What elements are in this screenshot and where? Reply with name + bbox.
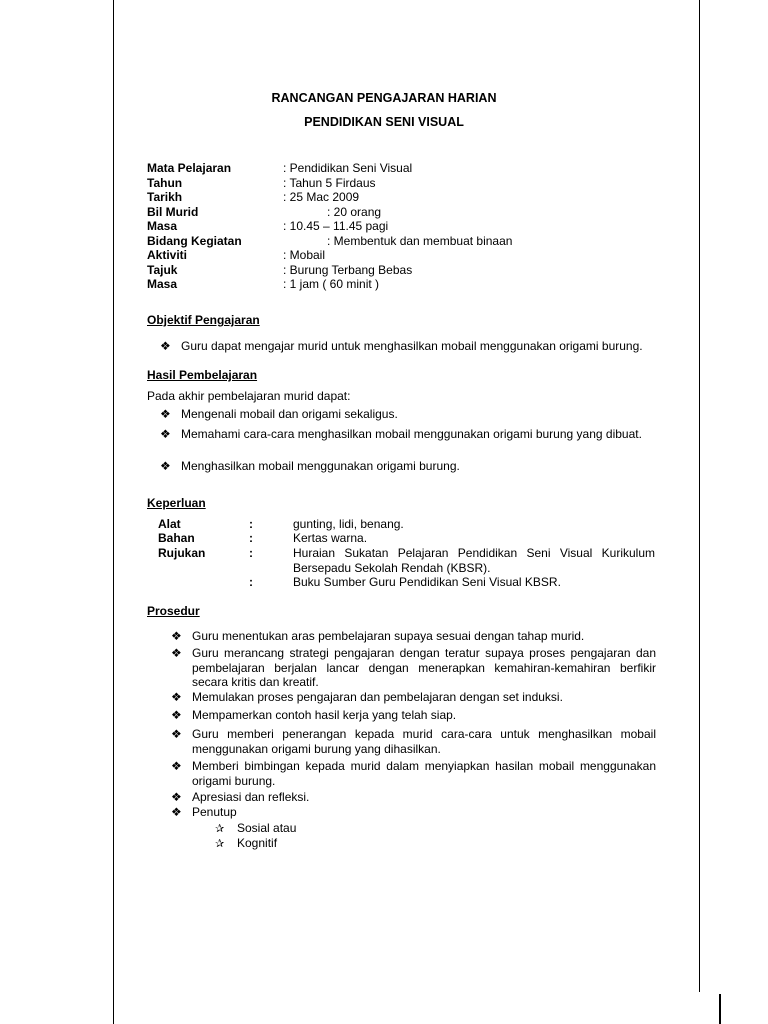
hasil-intro: Pada akhir pembelajaran murid dapat: <box>147 389 351 403</box>
info-value: : Pendidikan Seni Visual <box>283 161 413 175</box>
keperluan-label: Rujukan <box>158 546 206 560</box>
list-item <box>171 646 656 690</box>
keperluan-value: Huraian Sukatan Pelajaran Pendidikan Seni Visual Kurikulum Bersepadu Sekolah Rendah (KBSR). <box>293 546 655 575</box>
diamond-bullet-icon: ❖ <box>171 646 182 660</box>
list-item-text: Menghasilkan mobail menggunakan origami burung. <box>181 459 460 473</box>
diamond-bullet-icon: ❖ <box>171 727 182 741</box>
keperluan-value: Kertas warna. <box>293 531 368 545</box>
list-item-text: Mempamerkan contoh hasil kerja yang telah siap. <box>192 708 457 722</box>
page-subtitle: PENDIDIKAN SENI VISUAL <box>304 115 464 129</box>
diamond-bullet-icon: ❖ <box>160 339 171 353</box>
keperluan-colon: : <box>249 575 253 589</box>
objektif-heading: Objektif Pengajaran <box>147 313 260 327</box>
keperluan-colon: : <box>249 531 253 545</box>
info-label: Bidang Kegiatan <box>147 234 242 248</box>
list-item <box>171 759 656 788</box>
keperluan-value: Buku Sumber Guru Pendidikan Seni Visual KBSR. <box>293 575 561 589</box>
info-label: Tahun <box>147 176 183 190</box>
page-edge-line <box>719 994 721 1024</box>
diamond-bullet-icon: ❖ <box>171 690 182 704</box>
list-item <box>171 629 656 644</box>
keperluan-colon: : <box>249 517 253 531</box>
prosedur-heading: Prosedur <box>147 604 200 618</box>
info-value: : Burung Terbang Bebas <box>283 263 413 277</box>
list-item <box>171 727 656 756</box>
info-value: : 10.45 – 11.45 pagi <box>283 219 389 233</box>
list-item <box>171 690 656 705</box>
list-item <box>160 339 656 354</box>
list-item-text: Guru merancang strategi pengajaran dengan teratur supaya proses pengajaran dan pembelajaran berjalan lancar dengan menerapkan kemahiran-kemahiran berfikir secara kritis dan kreatif. <box>192 646 656 689</box>
info-value: : Membentuk dan membuat binaan <box>327 234 513 248</box>
list-item <box>171 805 656 820</box>
info-label: Bil Murid <box>147 205 199 219</box>
left-margin-line <box>113 0 114 1024</box>
list-item-text: Memahami cara-cara menghasilkan mobail menggunakan origami burung yang dibuat. <box>181 427 642 441</box>
info-value: : Mobail <box>283 248 326 262</box>
keperluan-heading: Keperluan <box>147 496 206 510</box>
list-item <box>160 459 656 474</box>
keperluan-label: Alat <box>158 517 181 531</box>
info-label: Tajuk <box>147 263 178 277</box>
star-bullet-icon: ✰ <box>215 823 225 835</box>
list-item-text: Memberi bimbingan kepada murid dalam menyiapkan hasilan mobail menggunakan origami burung. <box>192 759 656 788</box>
list-item-text: Guru dapat mengajar murid untuk menghasilkan mobail menggunakan origami burung. <box>181 339 643 353</box>
info-value: : 25 Mac 2009 <box>283 190 360 204</box>
keperluan-colon: : <box>249 546 253 560</box>
info-label: Masa <box>147 219 178 233</box>
hasil-heading: Hasil Pembelajaran <box>147 368 258 382</box>
info-label: Masa <box>147 277 178 291</box>
keperluan-value: gunting, lidi, benang. <box>293 517 404 531</box>
list-item <box>160 407 656 422</box>
diamond-bullet-icon: ❖ <box>171 708 182 722</box>
sub-list-item-text: Sosial atau <box>237 821 297 835</box>
info-label: Aktiviti <box>147 248 188 262</box>
page-title: RANCANGAN PENGAJARAN HARIAN <box>271 91 497 105</box>
info-value: : 20 orang <box>327 205 382 219</box>
star-bullet-icon: ✰ <box>215 838 225 850</box>
list-item-text: Guru menentukan aras pembelajaran supaya sesuai dengan tahap murid. <box>192 629 585 643</box>
list-item <box>171 708 656 723</box>
diamond-bullet-icon: ❖ <box>171 759 182 773</box>
diamond-bullet-icon: ❖ <box>160 427 171 441</box>
list-item <box>160 427 656 442</box>
sub-list-item <box>215 836 277 852</box>
diamond-bullet-icon: ❖ <box>160 459 171 473</box>
list-item <box>171 790 656 805</box>
list-item-text: Penutup <box>192 805 237 819</box>
info-label: Mata Pelajaran <box>147 161 232 175</box>
diamond-bullet-icon: ❖ <box>171 805 182 819</box>
list-item-text: Guru memberi penerangan kepada murid cara-cara untuk menghasilkan mobail menggunakan origami burung yang dihasilkan. <box>192 727 656 756</box>
list-item-text: Mengenali mobail dan origami sekaligus. <box>181 407 398 421</box>
info-label: Tarikh <box>147 190 183 204</box>
right-margin-line <box>699 0 700 992</box>
list-item-text: Memulakan proses pengajaran dan pembelajaran dengan set induksi. <box>192 690 563 704</box>
sub-list-item <box>215 821 296 837</box>
diamond-bullet-icon: ❖ <box>160 407 171 421</box>
diamond-bullet-icon: ❖ <box>171 629 182 643</box>
list-item-text: Apresiasi dan refleksi. <box>192 790 310 804</box>
diamond-bullet-icon: ❖ <box>171 790 182 804</box>
info-value: : Tahun 5 Firdaus <box>283 176 376 190</box>
keperluan-label: Bahan <box>158 531 195 545</box>
info-value: : 1 jam ( 60 minit ) <box>283 277 380 291</box>
sub-list-item-text: Kognitif <box>237 836 278 850</box>
